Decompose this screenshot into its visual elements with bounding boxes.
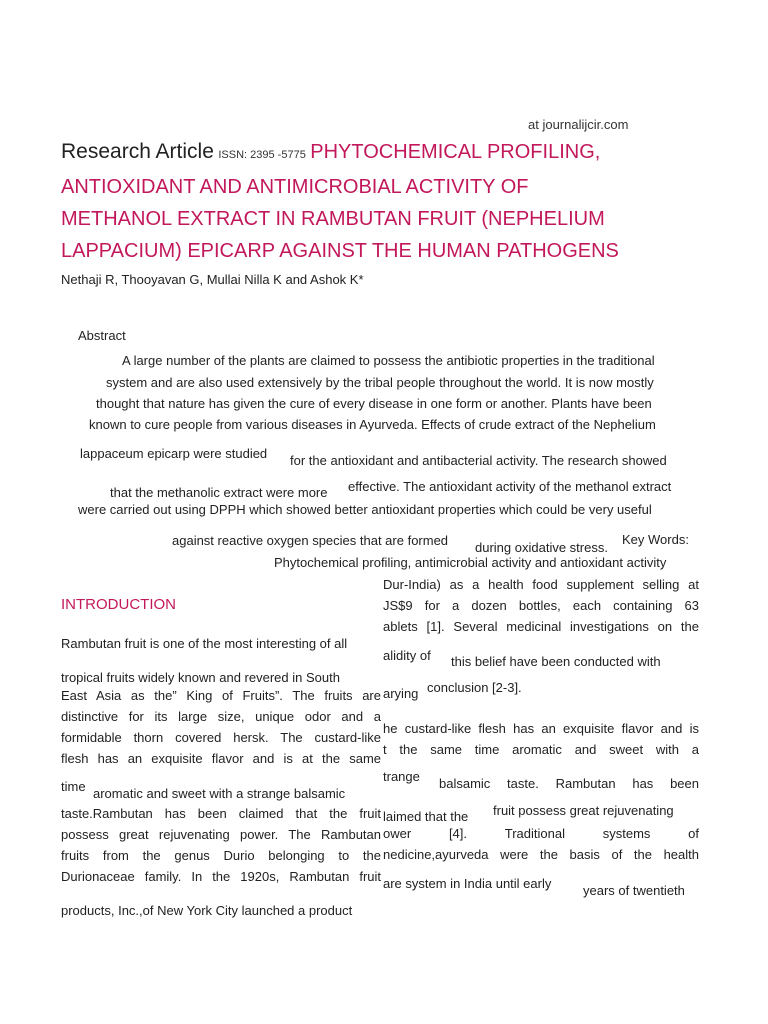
abstract-line: against reactive oxygen species that are formed [172,533,449,548]
issn: ISSN: 2395 -5775 [218,149,306,161]
intro-left-line: products, Inc.,of New York City launched a product [61,903,353,918]
intro-right-line: balsamic taste. Rambutan has been [439,776,699,791]
intro-right-word: Traditional [504,826,565,841]
intro-right-line: he custard-like flesh has an exquisite flavor and is [383,721,699,736]
article-title-block [61,136,761,267]
intro-left-line: flesh has an exquisite flavor and is at the same [61,751,381,766]
intro-left-line: distinctive for its large size, unique odor and a [61,709,381,724]
intro-left-line: Durionaceae family. In the 1920s, Rambutan fruit [61,869,381,884]
intro-right-word: [4]. [448,826,468,841]
abstract-line: effective. The antioxidant activity of the methanol extract [348,479,672,494]
intro-left-line: formidable thorn covered hersk. The custard-like [61,730,381,745]
abstract-line: for the antioxidant and antibacterial activity. The research showed [290,453,667,468]
article-type: Research Article [61,140,214,163]
intro-right-line: this belief have been conducted with [451,654,661,669]
intro-right-line: laimed that the [383,809,469,824]
intro-left-line: taste.Rambutan has been claimed that the fruit [61,806,381,821]
abstract-heading: Abstract [78,328,126,343]
title-line-3: METHANOL EXTRACT IN RAMBUTAN FRUIT (NEPHELIUM [61,208,605,230]
intro-left-line: East Asia as the” King of Fruits”. The fruits are [61,688,381,703]
intro-right-word: systems [602,826,651,841]
title-line-4: LAPPACIUM) EPICARP AGAINST THE HUMAN PATHOGENS [61,240,619,262]
intro-right-line: Dur-India) as a health food supplement selling at [383,577,699,592]
intro-right-line: conclusion [2-3]. [427,680,522,695]
intro-right-line: alidity of [383,648,431,663]
intro-right-word: ower [383,826,412,841]
intro-right-line [383,826,699,841]
title-line-2: ANTIOXIDANT AND ANTIMICROBIAL ACTIVITY OF [61,176,529,198]
intro-left-line: tropical fruits widely known and revered in South [61,670,340,685]
abstract-line: were carried out using DPPH which showed better antioxidant properties which could be very useful [78,502,652,517]
abstract-line: system and are also used extensively by the tribal people throughout the world. It is now mostly [106,375,654,390]
abstract-line: A large number of the plants are claimed to possess the antibiotic properties in the traditional [122,353,655,368]
intro-right-line: fruit possess great rejuvenating [493,803,674,818]
abstract-line: thought that nature has given the cure of every disease in one form or another. Plants have been [96,396,652,411]
intro-right-word: of [688,826,699,841]
intro-left-line: fruits from the genus Durio belonging to the [61,848,381,863]
keywords-label: Key Words: [622,532,689,547]
abstract-line: that the methanolic extract were more [110,485,328,500]
intro-left-line: Rambutan fruit is one of the most interesting of all [61,636,348,651]
intro-right-line: arying [383,686,419,701]
intro-right-line: JS$9 for a dozen bottles, each containing 63 [383,598,699,613]
title-line-1: PHYTOCHEMICAL PROFILING, [310,141,601,163]
journal-source: at journalijcir.com [528,117,629,132]
authors: Nethaji R, Thooyavan G, Mullai Nilla K and Ashok K* [61,272,364,287]
abstract-line: known to cure people from various diseases in Ayurveda. Effects of crude extract of the Nephelium [89,417,656,432]
intro-right-line: trange [383,769,420,784]
abstract-line: lappaceum epicarp were studied [80,446,268,461]
intro-left-line: time [61,779,86,794]
abstract-line: during oxidative stress. [475,540,608,555]
intro-left-line: aromatic and sweet with a strange balsamic [93,786,346,801]
intro-right-line: nedicine,ayurveda were the basis of the health [383,847,699,862]
intro-right-line: ablets [1]. Several medicinal investigations on the [383,619,699,634]
intro-right-line: t the same time aromatic and sweet with a [383,742,699,757]
intro-left-line: possess great rejuvenating power. The Rambutan [61,827,381,842]
intro-right-line: years of twentieth [583,883,685,898]
intro-right-line: are system in India until early [383,876,552,891]
keywords: Phytochemical profiling, antimicrobial activity and antioxidant activity [274,555,667,570]
introduction-heading: INTRODUCTION [61,596,176,613]
